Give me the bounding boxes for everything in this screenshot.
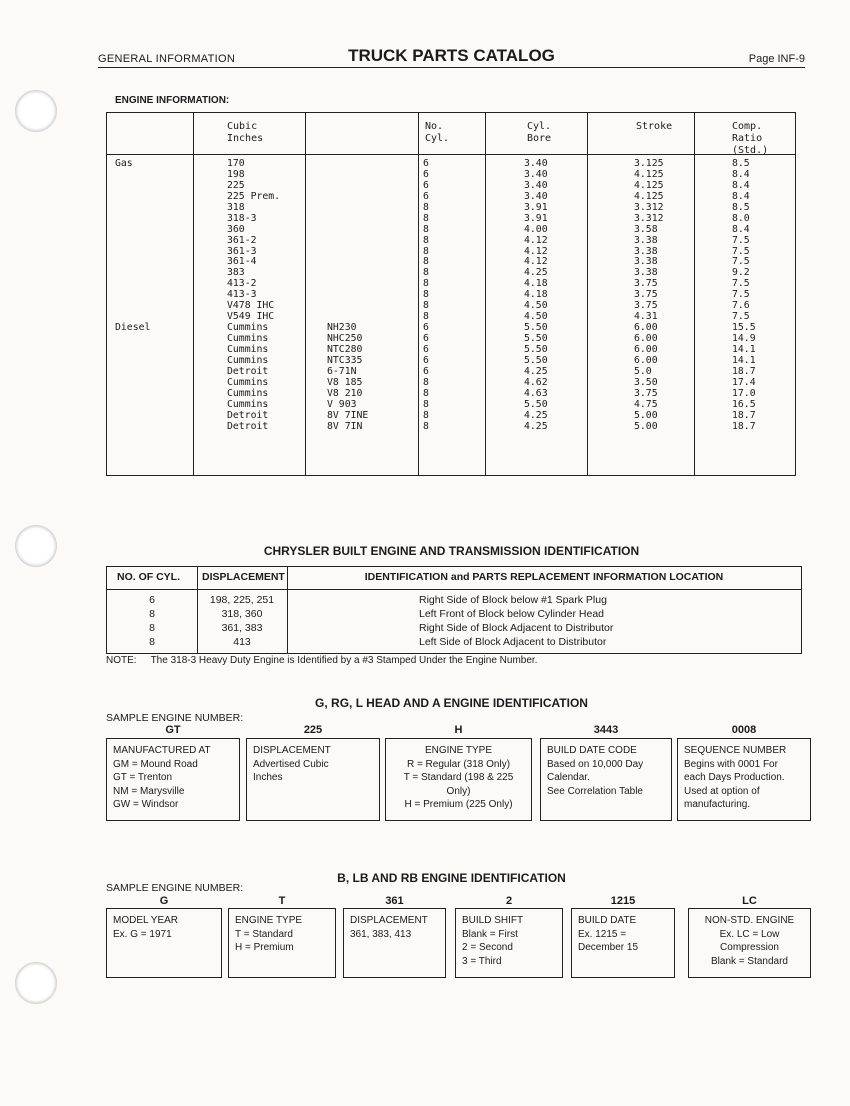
b-series-box xyxy=(688,908,811,978)
section-name: GENERAL INFORMATION xyxy=(98,53,236,65)
bore-column xyxy=(524,159,548,432)
engine-cell-bore: 4.12 xyxy=(524,245,548,257)
engine-cell-model: NTC335 xyxy=(327,354,363,366)
box-line: SEQUENCE NUMBER xyxy=(684,745,787,756)
engine-cell-stroke: 4.75 xyxy=(634,398,658,410)
box-line: R = Regular (318 Only) xyxy=(406,758,511,770)
engine-cell-comp: 9.2 xyxy=(732,267,750,279)
box-line: Ex. 1215 = xyxy=(578,928,627,940)
engine-cell-fuel: Diesel xyxy=(115,322,151,334)
engine-cell-fuel xyxy=(115,181,150,192)
engine-cell-stroke: 6.00 xyxy=(634,333,658,344)
box-line: ENGINE TYPE xyxy=(235,915,303,926)
engine-cell-cubic: Detroit xyxy=(227,365,269,377)
engine-cell-bore: 5.50 xyxy=(524,398,548,410)
engine-cell-cyl: 6 xyxy=(423,322,429,334)
engine-cell-fuel xyxy=(115,422,150,433)
engine-cell-comp: 8.5 xyxy=(732,201,750,213)
engine-cell-stroke: 4.125 xyxy=(634,190,664,202)
engine-cell-stroke: 6.00 xyxy=(634,343,658,355)
engine-cell-cubic: V478 IHC xyxy=(227,300,275,312)
engine-cell-cubic: 383 xyxy=(227,267,245,279)
g-series-code: 225 xyxy=(303,724,323,736)
engine-cell-cyl: 8 xyxy=(423,376,429,388)
g-series-title: G, RG, L HEAD AND A ENGINE IDENTIFICATION xyxy=(315,696,588,710)
box-line: MODEL YEAR xyxy=(113,915,179,926)
engine-cell-fuel xyxy=(115,214,150,225)
b-series-box xyxy=(106,908,222,978)
engine-cell-cyl: 8 xyxy=(423,267,429,279)
engine-cell-stroke: 3.312 xyxy=(634,201,664,213)
box-line: H = Premium xyxy=(235,942,294,953)
engine-cell-cubic: Cummins xyxy=(227,376,269,388)
engine-cell-comp: 8.4 xyxy=(732,190,750,202)
g-series-box xyxy=(106,738,240,821)
engine-cell-cubic: 413-2 xyxy=(227,278,257,290)
engine-cell-bore: 3.91 xyxy=(524,201,548,213)
chrysler-cell-loc: Right Side of Block Adjacent to Distributor xyxy=(419,622,614,634)
engine-cell-bore: 3.40 xyxy=(524,158,548,169)
engine-cell-comp: 7.5 xyxy=(732,311,750,323)
comp-ratio-column xyxy=(732,159,756,432)
engine-cell-cyl: 8 xyxy=(423,245,429,257)
engine-cell-fuel xyxy=(115,257,150,268)
chrysler-table xyxy=(106,566,802,654)
engine-cell-cyl: 8 xyxy=(423,387,429,399)
box-line: manufacturing. xyxy=(684,799,751,810)
cylinders-column xyxy=(423,159,429,432)
engine-cell-bore: 4.18 xyxy=(524,289,548,301)
engine-info-table xyxy=(106,112,796,476)
engine-cell-cubic: 225 Prem. xyxy=(227,190,281,202)
box-line: Calendar. xyxy=(547,772,590,783)
engine-cell-comp: 7.5 xyxy=(732,245,750,257)
note-label: NOTE: xyxy=(106,655,137,666)
col-header-cyl: No. Cyl. xyxy=(425,121,450,144)
fuel-column xyxy=(115,159,150,432)
engine-cell-bore: 4.25 xyxy=(524,365,548,377)
engine-cell-fuel xyxy=(115,334,150,345)
b-series-code: 1215 xyxy=(610,895,636,907)
box-line: Used at option of xyxy=(684,785,760,797)
stroke-column xyxy=(634,159,664,432)
col-header-location: IDENTIFICATION and PARTS REPLACEMENT INFORMATION LOCATION xyxy=(364,571,724,583)
box-line: DISPLACEMENT xyxy=(350,915,428,926)
g-series-box xyxy=(540,738,672,821)
cubic-inches-column xyxy=(227,159,280,432)
engine-cell-comp: 8.4 xyxy=(732,223,750,235)
box-line: GT = Trenton xyxy=(113,772,173,783)
chrysler-cell-disp: 361, 383 xyxy=(221,622,263,634)
engine-cell-bore: 3.40 xyxy=(524,179,548,191)
engine-cell-fuel xyxy=(115,356,150,367)
engine-cell-cyl: 6 xyxy=(423,354,429,366)
engine-cell-fuel xyxy=(115,345,150,356)
engine-cell-cubic: Detroit xyxy=(227,409,269,421)
engine-cell-bore: 4.00 xyxy=(524,223,548,235)
col-header-no-cyl: NO. OF CYL. xyxy=(117,571,180,583)
box-line: 361, 383, 413 xyxy=(350,928,412,940)
engine-cell-model xyxy=(327,225,368,236)
engine-cell-model xyxy=(327,192,368,203)
engine-cell-cyl: 6 xyxy=(423,343,429,355)
box-line: Based on 10,000 Day xyxy=(547,758,644,770)
engine-cell-bore: 4.50 xyxy=(524,311,548,323)
box-line: 3 = Third xyxy=(462,955,502,967)
engine-cell-cubic: Cummins xyxy=(227,333,269,344)
box-line: BUILD DATE xyxy=(578,915,637,926)
engine-cell-fuel xyxy=(115,367,150,378)
box-line: BUILD DATE CODE xyxy=(547,745,637,756)
engine-cell-fuel xyxy=(115,301,150,312)
engine-cell-cyl: 6 xyxy=(423,365,429,377)
box-line: Blank = First xyxy=(462,928,518,940)
engine-cell-cyl: 6 xyxy=(423,158,429,169)
box-line: Begins with 0001 For xyxy=(684,758,778,770)
engine-cell-stroke: 6.00 xyxy=(634,354,658,366)
engine-cell-comp: 14.1 xyxy=(732,354,756,366)
engine-cell-model: NTC280 xyxy=(327,343,363,355)
box-line: GM = Mound Road xyxy=(113,758,198,770)
engine-cell-stroke: 3.312 xyxy=(634,212,664,224)
engine-cell-comp: 7.5 xyxy=(732,289,750,301)
engine-cell-model xyxy=(327,236,368,247)
b-series-box xyxy=(343,908,446,978)
engine-cell-stroke: 3.75 xyxy=(634,278,658,290)
engine-cell-cubic: 413-3 xyxy=(227,289,257,301)
chrysler-cell-cyl: 8 xyxy=(149,636,155,648)
engine-cell-stroke: 4.125 xyxy=(634,168,664,180)
engine-cell-fuel xyxy=(115,378,150,389)
engine-cell-comp: 7.5 xyxy=(732,278,750,290)
engine-cell-stroke: 3.50 xyxy=(634,376,658,388)
engine-cell-cyl: 6 xyxy=(423,333,429,344)
engine-cell-model xyxy=(327,268,368,279)
engine-cell-cubic: 225 xyxy=(227,179,245,191)
engine-cell-comp: 7.5 xyxy=(732,234,750,246)
engine-cell-cubic: 361-4 xyxy=(227,256,257,268)
engine-cell-stroke: 3.38 xyxy=(634,245,658,257)
box-line: Inches xyxy=(253,772,283,783)
engine-cell-comp: 18.7 xyxy=(732,365,756,377)
engine-cell-fuel xyxy=(115,170,150,181)
engine-cell-bore: 5.50 xyxy=(524,333,548,344)
box-line: NM = Marysville xyxy=(113,785,185,797)
g-series-code: 3443 xyxy=(593,724,619,736)
engine-cell-cubic: 170 xyxy=(227,158,245,169)
engine-cell-cyl: 6 xyxy=(423,190,429,202)
engine-cell-bore: 3.40 xyxy=(524,168,548,180)
engine-cell-bore: 4.12 xyxy=(524,256,548,268)
engine-cell-cubic: V549 IHC xyxy=(227,311,275,323)
engine-cell-model xyxy=(327,301,368,312)
engine-cell-fuel xyxy=(115,192,150,203)
chrysler-cell-cyl: 6 xyxy=(149,594,155,606)
engine-cell-model xyxy=(327,181,368,192)
col-header-cubic: Cubic Inches xyxy=(227,121,264,144)
engine-cell-fuel xyxy=(115,400,150,411)
engine-cell-bore: 5.50 xyxy=(524,343,548,355)
engine-cell-model xyxy=(327,247,368,258)
engine-cell-comp: 16.5 xyxy=(732,398,756,410)
engine-cell-model xyxy=(327,279,368,290)
engine-cell-stroke: 4.31 xyxy=(634,311,658,323)
engine-cell-model: 8V 7IN xyxy=(327,420,363,432)
g-sample-label: SAMPLE ENGINE NUMBER: xyxy=(106,712,244,724)
engine-cell-cyl: 8 xyxy=(423,234,429,246)
engine-cell-bore: 5.50 xyxy=(524,354,548,366)
chrysler-disp-column xyxy=(197,593,287,649)
engine-cell-bore: 4.25 xyxy=(524,420,548,432)
page-header xyxy=(98,45,805,68)
engine-cell-model xyxy=(327,203,368,214)
engine-cell-stroke: 4.125 xyxy=(634,179,664,191)
engine-cell-stroke: 3.38 xyxy=(634,256,658,268)
engine-cell-cubic: 318 xyxy=(227,201,245,213)
engine-cell-bore: 4.12 xyxy=(524,234,548,246)
engine-cell-fuel xyxy=(115,225,150,236)
engine-cell-bore: 3.91 xyxy=(524,212,548,224)
engine-cell-cubic: 198 xyxy=(227,168,245,180)
engine-cell-fuel xyxy=(115,279,150,290)
box-line: BUILD SHIFT xyxy=(462,915,524,926)
engine-cell-comp: 15.5 xyxy=(732,322,756,334)
engine-cell-model xyxy=(327,170,368,181)
engine-cell-model: 8V 7INE xyxy=(327,409,369,421)
box-line: See Correlation Table xyxy=(547,785,643,797)
note-text: The 318-3 Heavy Duty Engine is Identified by a #3 Stamped Under the Engine Number. xyxy=(150,655,538,666)
chrysler-cell-disp: 198, 225, 251 xyxy=(209,594,275,606)
g-series-code: 0008 xyxy=(731,724,757,736)
b-series-box xyxy=(228,908,336,978)
b-series-box xyxy=(455,908,563,978)
chrysler-cell-cyl: 8 xyxy=(149,622,155,634)
box-line: December 15 xyxy=(578,942,639,953)
engine-cell-bore: 4.62 xyxy=(524,376,548,388)
b-series-box xyxy=(571,908,675,978)
engine-cell-fuel xyxy=(115,268,150,279)
chrysler-note xyxy=(106,655,551,666)
engine-cell-model: V8 210 xyxy=(327,387,363,399)
model-column xyxy=(327,159,368,432)
box-line: DISPLACEMENT xyxy=(253,745,331,756)
engine-cell-stroke: 3.75 xyxy=(634,300,658,312)
engine-cell-bore: 4.63 xyxy=(524,387,548,399)
engine-cell-stroke: 3.38 xyxy=(634,267,658,279)
engine-cell-cubic: 318-3 xyxy=(227,212,257,224)
b-series-code: LC xyxy=(742,895,757,907)
engine-cell-cubic: Cummins xyxy=(227,343,269,355)
engine-cell-cyl: 8 xyxy=(423,256,429,268)
box-line: ENGINE TYPE xyxy=(424,745,493,756)
engine-cell-fuel xyxy=(115,236,150,247)
page-number: Page INF-9 xyxy=(748,53,805,65)
engine-cell-cubic: Cummins xyxy=(227,354,269,366)
chrysler-cell-disp: 413 xyxy=(233,636,251,648)
engine-cell-comp: 8.4 xyxy=(732,168,750,180)
page-title: TRUCK PARTS CATALOG xyxy=(348,46,555,65)
engine-cell-cubic: 361-3 xyxy=(227,245,257,257)
engine-cell-model: 6-71N xyxy=(327,365,357,377)
engine-cell-stroke: 3.38 xyxy=(634,234,658,246)
engine-cell-model: V 903 xyxy=(327,398,357,410)
col-header-displacement: DISPLACEMENT xyxy=(202,571,285,583)
engine-cell-fuel xyxy=(115,247,150,258)
engine-cell-cyl: 8 xyxy=(423,223,429,235)
b-sample-label: SAMPLE ENGINE NUMBER: xyxy=(106,882,244,894)
engine-cell-cyl: 8 xyxy=(423,201,429,213)
engine-cell-cyl: 6 xyxy=(423,179,429,191)
engine-cell-stroke: 3.125 xyxy=(634,158,664,169)
engine-cell-stroke: 5.00 xyxy=(634,420,658,432)
engine-cell-cubic: Cummins xyxy=(227,322,269,334)
engine-cell-stroke: 3.75 xyxy=(634,289,658,301)
engine-cell-cyl: 8 xyxy=(423,409,429,421)
engine-cell-fuel xyxy=(115,411,150,422)
engine-cell-comp: 18.7 xyxy=(732,420,756,432)
box-line: Only) xyxy=(446,785,471,797)
engine-cell-fuel xyxy=(115,290,150,301)
box-line: GW = Windsor xyxy=(113,799,179,810)
engine-cell-comp: 8.5 xyxy=(732,158,750,169)
engine-cell-cyl: 8 xyxy=(423,212,429,224)
engine-cell-cubic: 361-2 xyxy=(227,234,257,246)
b-series-code: T xyxy=(278,895,286,907)
engine-cell-fuel xyxy=(115,389,150,400)
engine-cell-stroke: 3.75 xyxy=(634,387,658,399)
engine-cell-cubic: Cummins xyxy=(227,398,269,410)
binder-hole xyxy=(15,962,57,1004)
col-header-bore: Cyl. Bore xyxy=(527,121,552,144)
g-series-code: H xyxy=(454,724,463,736)
box-line: Advertised Cubic xyxy=(253,758,329,770)
engine-cell-cyl: 8 xyxy=(423,311,429,323)
engine-cell-cubic: Detroit xyxy=(227,420,269,432)
b-series-code: 2 xyxy=(505,895,513,907)
engine-cell-stroke: 5.00 xyxy=(634,409,658,421)
engine-cell-comp: 17.0 xyxy=(732,387,756,399)
g-series-box xyxy=(385,738,532,821)
b-series-code: G xyxy=(159,895,169,907)
chrysler-cell-loc: Right Side of Block below #1 Spark Plug xyxy=(419,594,607,606)
box-line: 2 = Second xyxy=(462,942,513,953)
engine-cell-model xyxy=(327,290,368,301)
box-line: NON-STD. ENGINE xyxy=(704,915,795,926)
chrysler-cell-loc: Left Front of Block below Cylinder Head xyxy=(419,608,605,620)
box-line: Ex. G = 1971 xyxy=(113,928,172,940)
engine-cell-comp: 7.6 xyxy=(732,300,750,312)
engine-cell-comp: 17.4 xyxy=(732,376,756,388)
col-header-stroke: Stroke xyxy=(636,121,673,132)
engine-cell-cyl: 8 xyxy=(423,289,429,301)
engine-cell-stroke: 5.0 xyxy=(634,365,652,377)
engine-cell-bore: 4.25 xyxy=(524,409,548,421)
box-line: Compression xyxy=(720,942,779,953)
engine-cell-model: NHC250 xyxy=(327,333,363,344)
engine-cell-comp: 8.4 xyxy=(732,179,750,191)
g-series-box xyxy=(677,738,811,821)
engine-cell-model xyxy=(327,257,368,268)
box-line: MANUFACTURED AT xyxy=(113,745,211,756)
engine-cell-cyl: 8 xyxy=(423,278,429,290)
chrysler-location-column xyxy=(419,593,613,649)
engine-cell-comp: 18.7 xyxy=(732,409,756,421)
box-line: Blank = Standard xyxy=(711,955,788,967)
engine-cell-fuel: Gas xyxy=(115,158,133,169)
box-line: T = Standard xyxy=(235,928,293,940)
engine-cell-bore: 5.50 xyxy=(524,322,548,334)
b-series-title: B, LB AND RB ENGINE IDENTIFICATION xyxy=(337,871,566,885)
engine-cell-cyl: 8 xyxy=(423,300,429,312)
engine-cell-comp: 7.5 xyxy=(732,256,750,268)
box-line: T = Standard (198 & 225 xyxy=(403,772,514,783)
engine-cell-cyl: 6 xyxy=(423,168,429,180)
engine-cell-bore: 4.18 xyxy=(524,278,548,290)
engine-info-label: ENGINE INFORMATION: xyxy=(115,95,230,106)
chrysler-cyl-column xyxy=(107,593,197,649)
engine-cell-model xyxy=(327,214,368,225)
engine-cell-bore: 4.25 xyxy=(524,267,548,279)
engine-cell-model: NH230 xyxy=(327,322,357,334)
chrysler-title: CHRYSLER BUILT ENGINE AND TRANSMISSION IDENTIFICATION xyxy=(263,544,640,558)
box-line: each Days Production. xyxy=(684,772,785,783)
binder-hole xyxy=(15,90,57,132)
engine-cell-cubic: Cummins xyxy=(227,387,269,399)
engine-cell-bore: 3.40 xyxy=(524,190,548,202)
binder-hole xyxy=(15,525,57,567)
b-series-code: 361 xyxy=(385,895,404,907)
box-line: Ex. LC = Low xyxy=(719,928,780,940)
g-series-code: GT xyxy=(165,724,181,736)
engine-cell-comp: 14.9 xyxy=(732,333,756,344)
engine-cell-bore: 4.50 xyxy=(524,300,548,312)
engine-cell-stroke: 6.00 xyxy=(634,322,658,334)
engine-cell-cubic: 360 xyxy=(227,223,245,235)
engine-cell-comp: 14.1 xyxy=(732,343,756,355)
box-line: H = Premium (225 Only) xyxy=(404,799,513,810)
chrysler-cell-disp: 318, 360 xyxy=(221,608,263,620)
chrysler-cell-loc: Left Side of Block Adjacent to Distributor xyxy=(419,636,607,648)
g-series-box xyxy=(246,738,380,821)
engine-cell-model: V8 185 xyxy=(327,376,363,388)
engine-cell-stroke: 3.58 xyxy=(634,223,658,235)
engine-cell-comp: 8.0 xyxy=(732,212,750,224)
engine-cell-cyl: 8 xyxy=(423,398,429,410)
engine-cell-fuel xyxy=(115,203,150,214)
engine-cell-cyl: 8 xyxy=(423,420,429,432)
engine-cell-model xyxy=(327,159,368,170)
chrysler-cell-cyl: 8 xyxy=(149,608,155,620)
col-header-comp: Comp. Ratio (Std.) xyxy=(732,121,769,156)
